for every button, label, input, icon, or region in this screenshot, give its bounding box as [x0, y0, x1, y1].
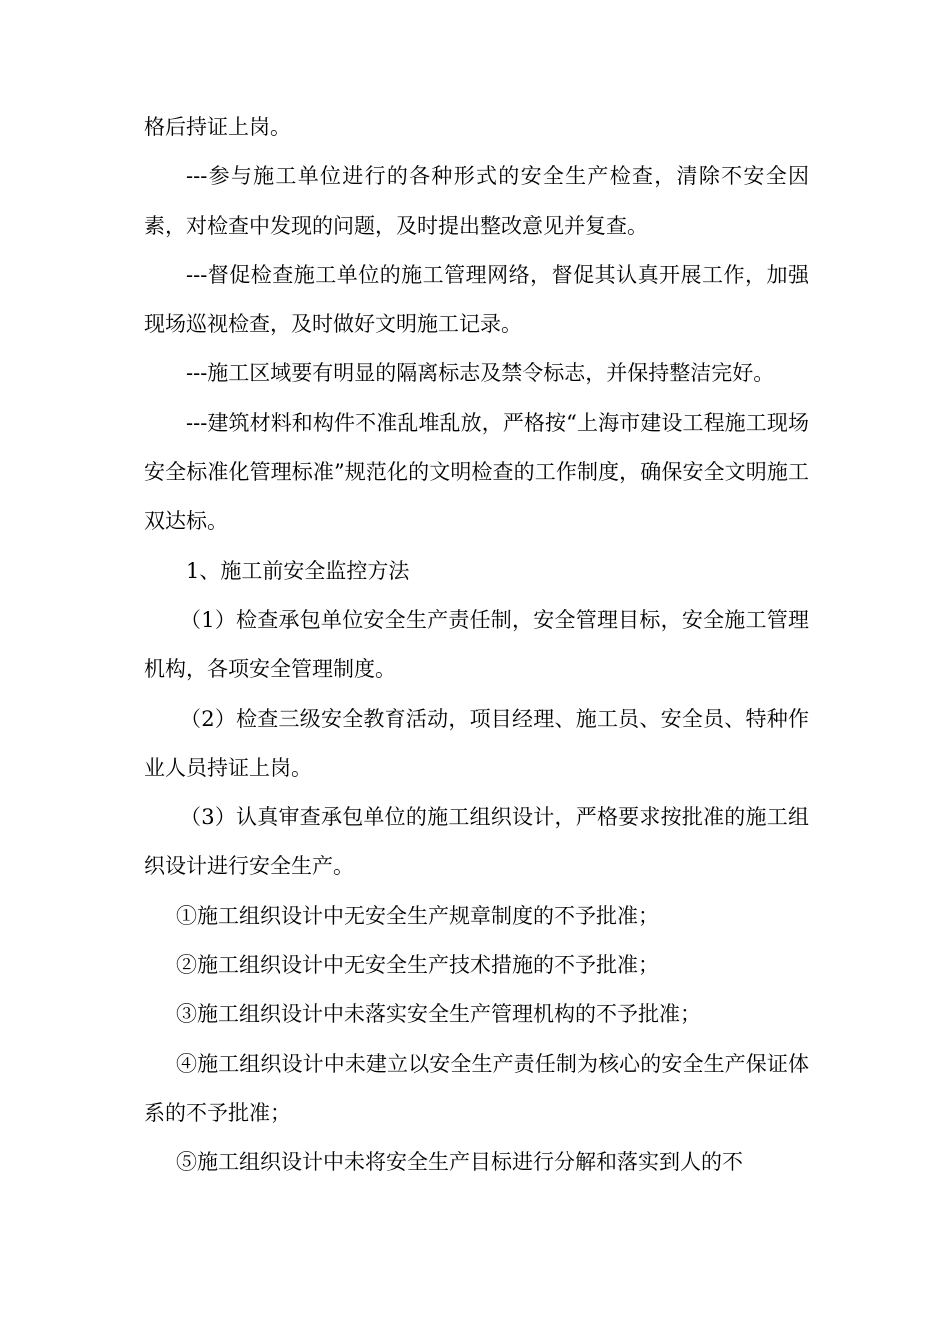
paragraph-management-network: ---督促检查施工单位的施工管理网络，督促其认真开展工作，加强现场巡视检查，及时做好文明施工记录。	[144, 262, 809, 337]
sub-item-2: ②施工组织设计中无安全生产技术措施的不予批准；	[176, 953, 659, 978]
section-heading-pre-construction: 1、施工前安全监控方法	[186, 558, 410, 583]
list-item-3: （3）认真审查承包单位的施工组织设计，严格要求按批准的施工组织设计进行安全生产。	[144, 805, 809, 879]
sub-item-3: ③施工组织设计中未落实安全生产管理机构的不予批准；	[176, 1002, 701, 1027]
list-item-1: （1）检查承包单位安全生产责任制，安全管理目标，安全施工管理机构，各项安全管理制度。	[144, 607, 809, 682]
paragraph-isolation-signs: ---施工区域要有明显的隔离标志及禁令标志，并保持整洁完好。	[186, 361, 775, 386]
paragraph-materials-standard: ---建筑材料和构件不准乱堆乱放，严格按“上海市建设工程施工现场安全标准化管理标准”规范化的文明检查的工作制度，确保安全文明施工双达标。	[144, 410, 809, 534]
document-body	[144, 103, 809, 1188]
list-item-2: （2）检查三级安全教育活动，项目经理、施工员、安全员、特种作业人员持证上岗。	[144, 706, 809, 780]
sub-item-5: ⑤施工组织设计中未将安全生产目标进行分解和落实到人的不	[176, 1150, 743, 1175]
sub-item-1: ①施工组织设计中无安全生产规章制度的不予批准；	[176, 903, 659, 928]
sub-item-4: ④施工组织设计中未建立以安全生产责任制为核心的安全生产保证体系的不予批准；	[144, 1051, 809, 1125]
paragraph-continuation: 格后持证上岗。	[144, 115, 291, 139]
paragraph-safety-inspection: ---参与施工单位进行的各种形式的安全生产检查，清除不安全因素，对检查中发现的问题，及时提出整改意见并复查。	[144, 164, 809, 238]
